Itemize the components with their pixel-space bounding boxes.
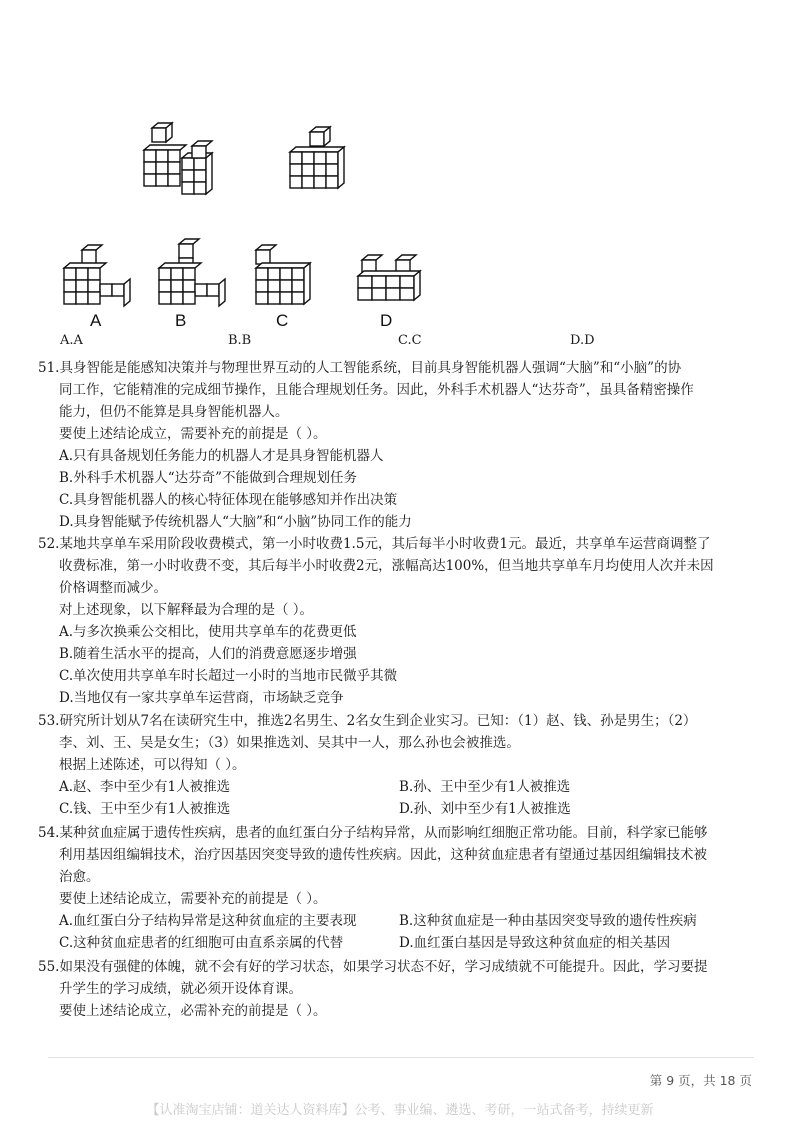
q50-option-b: B.B [228, 333, 252, 348]
option-figure-label-a: A [90, 311, 102, 330]
answer-option-c: C.具身智能机器人的核心特征体现在能够感知并作出决策 [59, 492, 398, 508]
option-figure-c [250, 240, 330, 330]
answer-option-d: D.血红蛋白基因是导致这种贫血症的相关基因 [399, 935, 671, 951]
answer-option-b: B.这种贫血症是一种由基因突变导致的遗传性疾病 [399, 913, 697, 929]
option-figure-b [155, 238, 235, 330]
question-53 [38, 710, 748, 820]
q50-option-c: C.C [398, 333, 422, 348]
answer-option-a: A.赵、李中至少有1人被推选 [59, 779, 231, 795]
page-number: 第 9 页，共 18 页 [649, 1073, 752, 1088]
question-stem-line: 升学生的学习成绩，就必须开设体育课。 [59, 981, 302, 997]
question-prompt: 对上述现象，以下解释最为合理的是（ ）。 [59, 602, 314, 618]
answer-option-c: C.钱、王中至少有1人被推选 [59, 801, 231, 817]
question-51 [38, 357, 748, 533]
option-figure-label-b: B [175, 311, 187, 330]
answer-option-c: C.这种贫血症患者的红细胞可由直系亲属的代替 [59, 935, 344, 951]
answer-option-d: D.具身智能赋予传统机器人“大脑”和“小脑”协同工作的能力 [59, 514, 412, 530]
answer-option-c: C.单次使用共享单车时长超过一小时的当地市民微乎其微 [59, 668, 398, 684]
question-stem-line: 李、刘、王、吴是女生；（3）如果推选刘、吴其中一人，那么孙也会被推选。 [59, 735, 520, 751]
question-prompt: 根据上述陈述，可以得知（ ）。 [59, 757, 246, 773]
question-55 [38, 956, 748, 1022]
answer-option-d: D.当地仅有一家共享单车运营商，市场缺乏竞争 [59, 690, 344, 706]
question-stem-line: 利用基因组编辑技术，治疗因基因突变导致的遗传性疾病。因此，这种贫血症患者有望通过基因组编辑技术被 [59, 847, 707, 863]
question-prompt: 要使上述结论成立，必需补充的前提是（ ）。 [59, 1003, 327, 1019]
question-stem-line: 51.具身智能是能感知决策并与物理世界互动的人工智能系统，目前具身智能机器人强调“大脑”和“小脑”的协 [38, 360, 682, 376]
answer-option-a: A.与多次换乘公交相比，使用共享单车的花费更低 [59, 624, 357, 640]
question-stem-line: 同工作，它能精准的完成细节操作，且能合理规划任务。因此，外科手术机器人“达芬奇”，虽具备精密操作 [59, 382, 694, 398]
cube-assembly-1 [130, 120, 230, 200]
answer-option-b: B.随着生活水平的提高，人们的消费意愿逐步增强 [59, 646, 357, 662]
footer-divider [48, 1057, 754, 1058]
answer-option-d: D.孙、刘中至少有1人被推选 [399, 801, 571, 817]
question-prompt: 要使上述结论成立，需要补充的前提是（ ）。 [59, 426, 327, 442]
answer-options-row [38, 798, 748, 820]
answer-options-row [38, 776, 748, 798]
cube-figure-top-left [130, 120, 230, 200]
question-54 [38, 822, 748, 954]
option-figure-label-d: D [380, 311, 393, 330]
q50-option-d: D.D [570, 333, 595, 348]
question-stem-line: 治愈。 [59, 869, 100, 885]
option-figure-label-c: C [276, 311, 289, 330]
option-figure-d [352, 250, 432, 330]
answer-option-a: A.只有具备规划任务能力的机器人才是具身智能机器人 [59, 448, 384, 464]
answer-options-row [38, 910, 748, 932]
question-stem-line: 收费标准，第一小时收费不变，其后每半小时收费2元，涨幅高达100%，但当地共享单车月均使用人次并未因 [59, 558, 714, 574]
question-stem-line: 55.如果没有强健的体魄，就不会有好的学习状态，如果学习状态不好，学习成绩就不可能提升。因此，学习要提 [38, 959, 708, 975]
question-stem-line: 能力，但仍不能算是具身智能机器人。 [59, 404, 289, 420]
answer-option-b: B.孙、王中至少有1人被推选 [399, 779, 571, 795]
q50-option-a: A.A [60, 333, 83, 348]
question-52 [38, 533, 748, 709]
question-stem-line: 54.某种贫血症属于遗传性疾病，患者的血红蛋白分子结构异常，从而影响红细胞正常功能。目前，科学家已能够 [38, 825, 708, 841]
question-stem-line: 53.研究所计划从7名在读研究生中，推选2名男生、2名女生到企业实习。已知：（1）赵、钱、孙是男生；（2） [38, 713, 697, 729]
answer-options-row [38, 932, 748, 954]
question-prompt: 要使上述结论成立，需要补充的前提是（ ）。 [59, 891, 327, 907]
cube-figure-top-right [280, 118, 370, 200]
cube-assembly-2 [280, 118, 370, 200]
answer-option-b: B.外科手术机器人“达芬奇”不能做到合理规划任务 [59, 470, 358, 486]
option-figure-a [60, 240, 140, 330]
question-stem-line: 52.某地共享单车采用阶段收费模式，第一小时收费1.5元，其后每半小时收费1元。最近，共享单车运营商调整了 [38, 536, 711, 552]
question-stem-line: 价格调整而减少。 [59, 580, 167, 596]
answer-option-a: A.血红蛋白分子结构异常是这种贫血症的主要表现 [59, 913, 357, 929]
footer-watermark: 【认准淘宝店铺：道关达人资料库】公考、事业编、遴选、考研，一站式备考，持续更新 [146, 1103, 654, 1118]
